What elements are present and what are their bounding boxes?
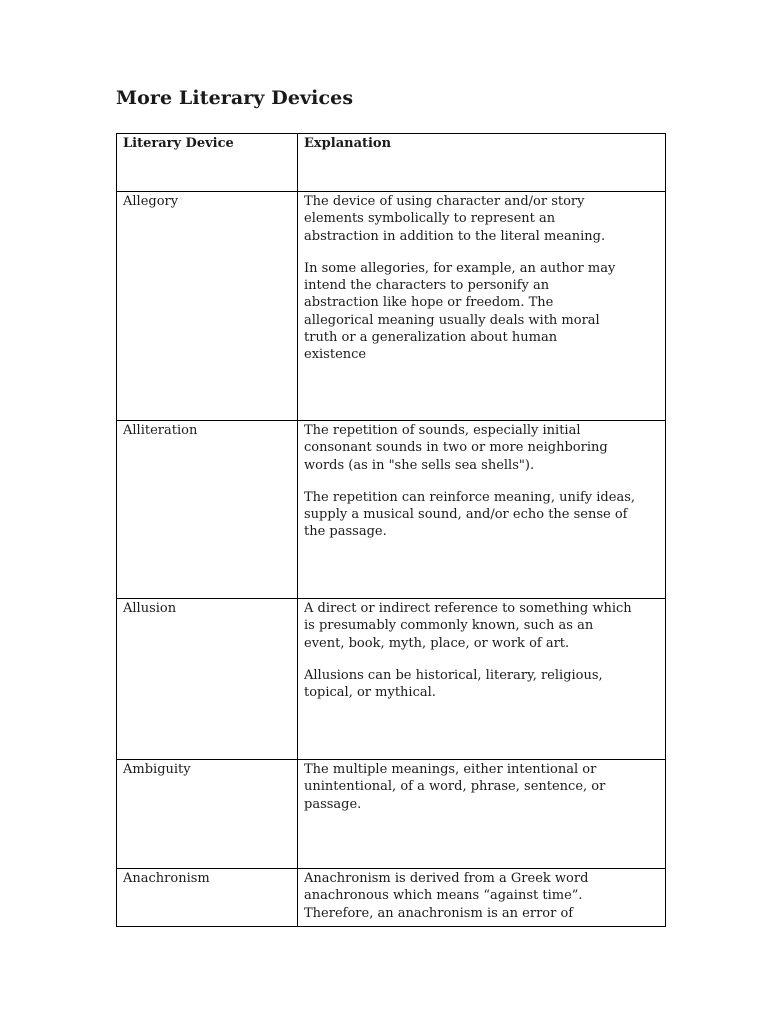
device-term-cell xyxy=(117,869,298,927)
explanation-paragraph: Anachronism is derived from a Greek word anachronous which means “against time”. Therefore, an anachronism is an error of xyxy=(304,871,589,921)
device-term-cell xyxy=(117,421,298,599)
device-term-cell xyxy=(117,760,298,869)
explanation-paragraph: The repetition can reinforce meaning, unify ideas, supply a musical sound, and/or echo the sense of the passage. xyxy=(304,489,635,540)
explanation-cell xyxy=(298,760,666,869)
header-cell-explanation: Explanation xyxy=(298,134,666,192)
explanation-cell xyxy=(298,599,666,760)
explanation-paragraph: The multiple meanings, either intentional or unintentional, of a word, phrase, sentence, or passage. xyxy=(304,762,606,812)
explanation-paragraph: The repetition of sounds, especially initial consonant sounds in two or more neighboring words (as in "she sells sea shells"). xyxy=(304,423,608,473)
device-term: Allusion xyxy=(123,601,177,616)
table-row xyxy=(117,421,666,599)
literary-devices-table xyxy=(116,133,666,927)
explanation-paragraph: Allusions can be historical, literary, religious, topical, or mythical. xyxy=(304,667,603,701)
explanation-cell xyxy=(298,421,666,599)
header-cell-literary-device: Literary Device xyxy=(117,134,298,192)
device-term: Ambiguity xyxy=(123,762,191,777)
device-term: Allegory xyxy=(123,194,179,209)
device-term-cell xyxy=(117,192,298,421)
table-row xyxy=(117,599,666,760)
table-row xyxy=(117,192,666,421)
table-row xyxy=(117,869,666,927)
explanation-cell xyxy=(298,869,666,927)
device-term-cell xyxy=(117,599,298,760)
explanation-cell xyxy=(298,192,666,421)
explanation-paragraph: In some allegories, for example, an author may intend the characters to personify an abstraction like hope or freedom. The allegorical meaning usually deals with moral truth or a generalization about human existence xyxy=(304,260,616,363)
device-term: Anachronism xyxy=(123,871,210,886)
page-title: More Literary Devices xyxy=(116,87,354,109)
device-term: Alliteration xyxy=(123,423,198,438)
table-header-row xyxy=(117,134,666,192)
explanation-paragraph: A direct or indirect reference to something which is presumably commonly known, such as an event, book, myth, place, or work of art. xyxy=(304,601,632,651)
table-row xyxy=(117,760,666,869)
explanation-paragraph: The device of using character and/or story elements symbolically to represent an abstraction in addition to the literal meaning. xyxy=(304,194,606,244)
